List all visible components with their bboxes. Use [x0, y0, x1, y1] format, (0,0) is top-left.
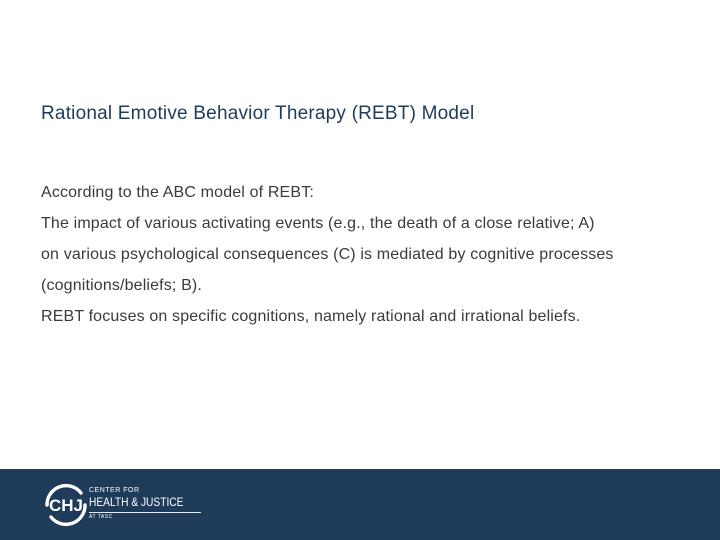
body-line: The impact of various activating events (e.g., the death of a close relative; A) — [41, 215, 595, 232]
logo-text — [89, 486, 201, 521]
body-line: on various psychological consequences (C) is mediated by cognitive processes — [41, 246, 614, 263]
logo-initials: CHJ — [48, 496, 84, 515]
slide-title: Rational Emotive Behavior Therapy (REBT) Model — [41, 103, 475, 124]
body-line: REBT focuses on specific cognitions, namely rational and irrational beliefs. — [41, 308, 581, 325]
chj-logo — [41, 480, 221, 530]
logo-line-health-justice: HEALTH & JUSTICE — [89, 495, 184, 509]
logo-divider — [89, 512, 201, 513]
body-line: (cognitions/beliefs; B). — [41, 277, 203, 294]
logo-line-center-for: CENTER FOR — [89, 487, 140, 494]
body-line: According to the ABC model of REBT: — [41, 184, 314, 201]
chj-logo-icon — [41, 480, 91, 530]
slide-body — [41, 177, 701, 332]
logo-line-at-tasc: AT TASC — [89, 514, 113, 520]
